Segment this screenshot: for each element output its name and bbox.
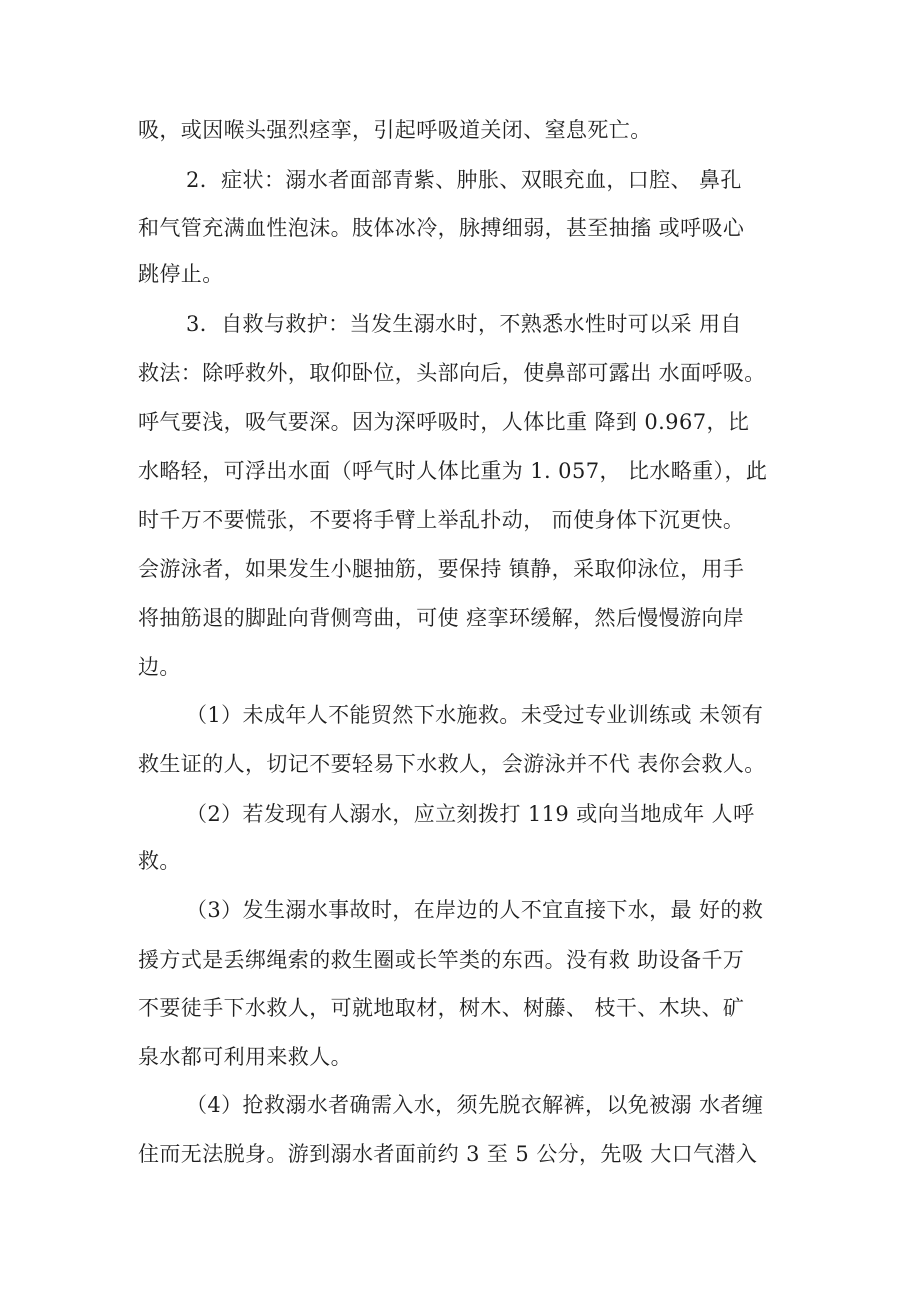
text-line: 住而无法脱身。游到溺水者面前约 3 至 5 公分，先吸 大口气潜入	[138, 1142, 758, 1166]
text-line: （1）未成年人不能贸然下水施救。未受过专业训练或 未领有	[186, 703, 764, 727]
text-line: 救法：除呼救外，取仰卧位，头部向后，使鼻部可露出 水面呼吸。	[138, 361, 766, 385]
text-line: 救。	[138, 849, 181, 873]
text-line: 吸，或因喉头强烈痉挛，引起呼吸道关闭、窒息死亡。	[138, 118, 652, 142]
text-line: 2．症状：溺水者面部青紫、肿胀、双眼充血，口腔、 鼻孔	[186, 168, 742, 192]
text-line: 会游泳者，如果发生小腿抽筋，要保持 镇静，采取仰泳位，用手	[138, 557, 745, 581]
text-line: 呼气要浅，吸气要深。因为深呼吸时，人体比重 降到 0.967，比	[138, 410, 750, 434]
text-line: 水略轻，可浮出水面（呼气时人体比重为 1. 057， 比水略重），此	[138, 459, 768, 483]
text-line: 将抽筋退的脚趾向背侧弯曲，可使 痉挛环缓解，然后慢慢游向岸	[138, 606, 745, 630]
text-line: （2）若发现有人溺水，应立刻拨打 119 或向当地成年 人呼	[186, 802, 755, 826]
text-line: 救生证的人，切记不要轻易下水救人，会游泳并不代 表你会救人。	[138, 752, 766, 776]
text-line: 边。	[138, 655, 181, 679]
text-line: 时千万不要慌张，不要将手臂上举乱扑动， 而使身体下沉更快。	[138, 508, 745, 532]
text-line: 3．自救与救护：当发生溺水时，不熟悉水性时可以采 用自	[186, 312, 742, 336]
text-line: 不要徒手下水救人，可就地取材，树木、树藤、 枝干、木块、矿	[138, 996, 745, 1020]
text-line: 援方式是丢绑绳索的救生圈或长竿类的东西。没有救 助设备千万	[138, 948, 745, 972]
text-line: （4）抢救溺水者确需入水，须先脱衣解裤，以免被溺 水者缠	[186, 1093, 764, 1117]
text-line: （3）发生溺水事故时，在岸边的人不宜直接下水，最 好的救	[186, 898, 764, 922]
text-line: 和气管充满血性泡沫。肢体冰冷，脉搏细弱，甚至抽搐 或呼吸心	[138, 216, 745, 240]
text-line: 泉水都可利用来救人。	[138, 1045, 352, 1069]
text-line: 跳停止。	[138, 262, 224, 286]
